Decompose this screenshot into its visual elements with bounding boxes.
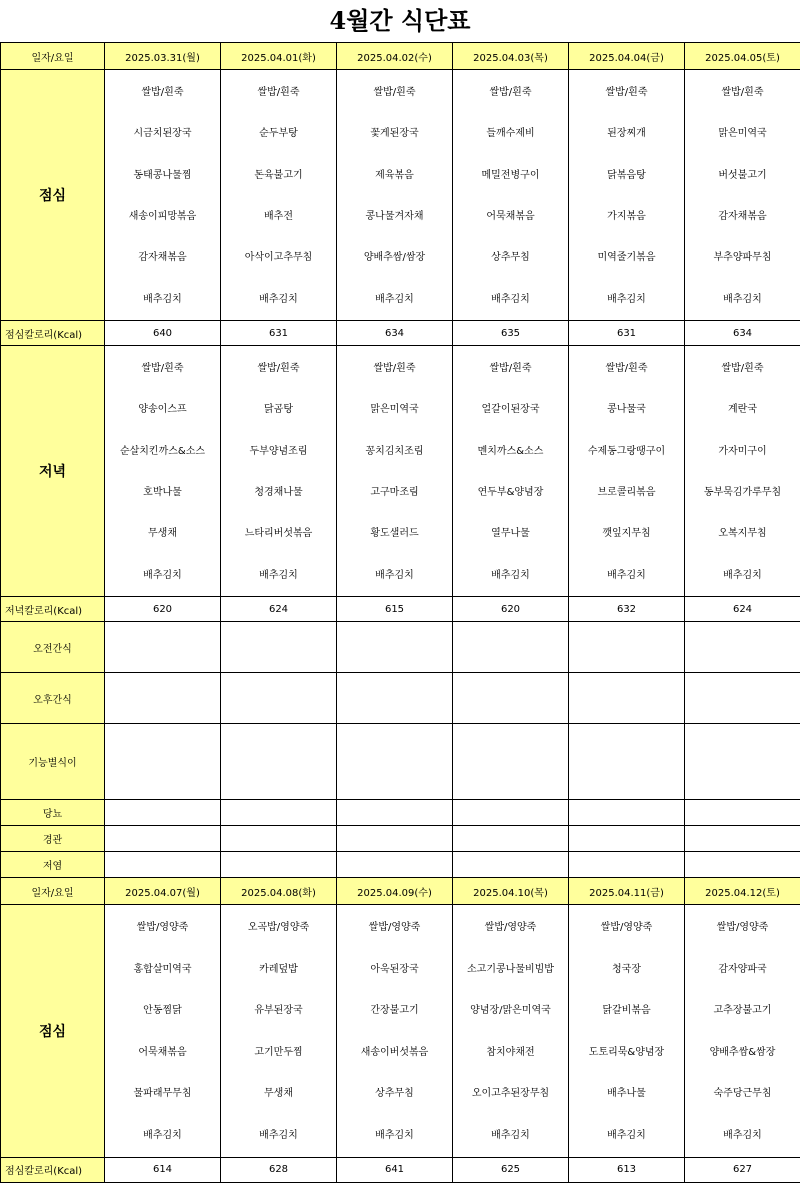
dish-item: 가자미구이 bbox=[685, 431, 800, 472]
dish-list bbox=[453, 70, 568, 320]
dish-item: 간장불고기 bbox=[337, 990, 452, 1032]
lunch-menu-cell bbox=[221, 70, 337, 321]
dish-item: 쌀밥/흰죽 bbox=[105, 348, 220, 389]
diabetes-cell bbox=[105, 800, 221, 826]
dish-item: 배추김치 bbox=[221, 1115, 336, 1157]
lunch-menu-row bbox=[1, 70, 800, 321]
dish-list bbox=[221, 346, 336, 596]
dish-item: 감자양파국 bbox=[685, 949, 800, 991]
dish-item: 배추김치 bbox=[453, 279, 568, 320]
dish-item: 쌀밥/영양죽 bbox=[685, 907, 800, 949]
dish-list bbox=[221, 905, 336, 1157]
date-header-cell: 2025.04.02(수) bbox=[337, 43, 453, 70]
dinner-label: 저녁 bbox=[1, 346, 105, 597]
date-header-cell: 2025.04.09(수) bbox=[337, 878, 453, 905]
dish-item: 배추김치 bbox=[453, 1115, 568, 1157]
dish-item: 감자채볶음 bbox=[685, 196, 800, 237]
functional-meal-row bbox=[1, 724, 800, 800]
diabetes-cell bbox=[453, 800, 569, 826]
dish-item: 배추김치 bbox=[569, 555, 684, 596]
dish-item: 쌀밥/흰죽 bbox=[221, 348, 336, 389]
dinner-calorie-value: 620 bbox=[453, 597, 569, 622]
lunch-calorie-value: 613 bbox=[569, 1157, 685, 1182]
dish-item: 메밀전병구이 bbox=[453, 155, 568, 196]
dish-item: 맑은미역국 bbox=[337, 389, 452, 430]
low-salt-cell bbox=[685, 852, 800, 878]
lunch-calorie-label: 점심칼로리(Kcal) bbox=[1, 1157, 105, 1182]
lunch-menu-cell bbox=[221, 905, 337, 1158]
morning-snack-cell bbox=[105, 622, 221, 673]
date-header-cell: 2025.03.31(월) bbox=[105, 43, 221, 70]
dish-item: 쌀밥/흰죽 bbox=[105, 72, 220, 113]
dish-item: 가지볶음 bbox=[569, 196, 684, 237]
dish-item: 참치야채전 bbox=[453, 1032, 568, 1074]
dish-item: 쌀밥/흰죽 bbox=[685, 72, 800, 113]
dinner-calorie-value: 624 bbox=[221, 597, 337, 622]
dish-item: 동부묵김가루무침 bbox=[685, 472, 800, 513]
dish-item: 쌀밥/영양죽 bbox=[105, 907, 220, 949]
meal-plan-table bbox=[0, 42, 800, 1183]
dish-item: 연두부&양념장 bbox=[453, 472, 568, 513]
date-header-cell: 2025.04.11(금) bbox=[569, 878, 685, 905]
dish-item: 무생채 bbox=[221, 1073, 336, 1115]
dish-item: 아삭이고추무침 bbox=[221, 237, 336, 278]
dish-item: 콩나물겨자채 bbox=[337, 196, 452, 237]
diabetes-cell bbox=[569, 800, 685, 826]
dinner-menu-cell bbox=[221, 346, 337, 597]
dish-item: 돈육불고기 bbox=[221, 155, 336, 196]
lunch-menu-cell bbox=[569, 905, 685, 1158]
dish-item: 오곡밥/영양죽 bbox=[221, 907, 336, 949]
lunch-calorie-value: 628 bbox=[221, 1157, 337, 1182]
lunch-menu-cell bbox=[453, 70, 569, 321]
dish-item: 청경채나물 bbox=[221, 472, 336, 513]
dinner-calorie-value: 615 bbox=[337, 597, 453, 622]
dish-item: 제육볶음 bbox=[337, 155, 452, 196]
lunch-calorie-value: 640 bbox=[105, 321, 221, 346]
dish-item: 배추김치 bbox=[569, 1115, 684, 1157]
dish-item: 미역줄기볶음 bbox=[569, 237, 684, 278]
dish-item: 쌀밥/영양죽 bbox=[453, 907, 568, 949]
lunch-label: 점심 bbox=[1, 70, 105, 321]
dinner-calorie-label: 저녁칼로리(Kcal) bbox=[1, 597, 105, 622]
dish-item: 새송이피망볶음 bbox=[105, 196, 220, 237]
tube-feeding-cell bbox=[569, 826, 685, 852]
dish-list bbox=[337, 905, 452, 1157]
diabetes-label: 당뇨 bbox=[1, 800, 105, 826]
dish-item: 동태콩나물찜 bbox=[105, 155, 220, 196]
tube-feeding-cell bbox=[685, 826, 800, 852]
dish-list bbox=[221, 70, 336, 320]
dish-item: 브로콜리볶음 bbox=[569, 472, 684, 513]
dish-item: 배추김치 bbox=[569, 279, 684, 320]
dinner-calorie-value: 632 bbox=[569, 597, 685, 622]
afternoon-snack-cell bbox=[453, 673, 569, 724]
dish-item: 부추양파무침 bbox=[685, 237, 800, 278]
lunch-calorie-value: 631 bbox=[569, 321, 685, 346]
lunch-menu-cell bbox=[337, 70, 453, 321]
dish-item: 양념장/맑은미역국 bbox=[453, 990, 568, 1032]
dinner-calorie-value: 624 bbox=[685, 597, 800, 622]
morning-snack-cell bbox=[337, 622, 453, 673]
dish-item: 고구마조림 bbox=[337, 472, 452, 513]
date-header-row bbox=[1, 43, 800, 70]
dish-item: 배추김치 bbox=[337, 279, 452, 320]
lunch-menu-cell bbox=[337, 905, 453, 1158]
page-title: 4월간 식단표 bbox=[0, 0, 800, 42]
low-salt-cell bbox=[105, 852, 221, 878]
dish-item: 두부양념조림 bbox=[221, 431, 336, 472]
afternoon-snack-cell bbox=[221, 673, 337, 724]
afternoon-snack-cell bbox=[337, 673, 453, 724]
date-header-cell: 2025.04.05(토) bbox=[685, 43, 800, 70]
low-salt-cell bbox=[569, 852, 685, 878]
dish-item: 맑은미역국 bbox=[685, 113, 800, 154]
dish-item: 얼갈이된장국 bbox=[453, 389, 568, 430]
dinner-menu-cell bbox=[105, 346, 221, 597]
dish-item: 배추김치 bbox=[105, 279, 220, 320]
dish-list bbox=[105, 70, 220, 320]
dish-item: 고기만두찜 bbox=[221, 1032, 336, 1074]
dish-list bbox=[453, 346, 568, 596]
date-header-label: 일자/요일 bbox=[1, 43, 105, 70]
tube-feeding-row bbox=[1, 826, 800, 852]
dish-item: 꽃게된장국 bbox=[337, 113, 452, 154]
dish-list bbox=[105, 346, 220, 596]
morning-snack-cell bbox=[685, 622, 800, 673]
lunch-calorie-value: 614 bbox=[105, 1157, 221, 1182]
dish-item: 호박나물 bbox=[105, 472, 220, 513]
dish-list bbox=[337, 346, 452, 596]
dish-item: 콩나물국 bbox=[569, 389, 684, 430]
lunch-menu-cell bbox=[105, 905, 221, 1158]
low-salt-cell bbox=[453, 852, 569, 878]
functional-meal-cell bbox=[569, 724, 685, 800]
dish-item: 꽁치김치조림 bbox=[337, 431, 452, 472]
dish-item: 배추김치 bbox=[685, 279, 800, 320]
dish-item: 된장찌개 bbox=[569, 113, 684, 154]
dish-item: 순두부탕 bbox=[221, 113, 336, 154]
lunch-calorie-value: 635 bbox=[453, 321, 569, 346]
lunch-label: 점심 bbox=[1, 905, 105, 1158]
dish-item: 양배추쌈&쌈장 bbox=[685, 1032, 800, 1074]
morning-snack-row bbox=[1, 622, 800, 673]
dish-item: 도토리묵&양념장 bbox=[569, 1032, 684, 1074]
dish-list bbox=[685, 346, 800, 596]
dish-item: 홍합살미역국 bbox=[105, 949, 220, 991]
dish-item: 쌀밥/흰죽 bbox=[569, 348, 684, 389]
dish-item: 어묵채볶음 bbox=[105, 1032, 220, 1074]
tube-feeding-cell bbox=[337, 826, 453, 852]
morning-snack-label: 오전간식 bbox=[1, 622, 105, 673]
dish-item: 순살치킨까스&소스 bbox=[105, 431, 220, 472]
lunch-menu-row bbox=[1, 905, 800, 1158]
tube-feeding-cell bbox=[221, 826, 337, 852]
dish-list bbox=[569, 346, 684, 596]
dish-item: 아욱된장국 bbox=[337, 949, 452, 991]
afternoon-snack-row bbox=[1, 673, 800, 724]
lunch-calorie-value: 641 bbox=[337, 1157, 453, 1182]
lunch-calorie-value: 625 bbox=[453, 1157, 569, 1182]
dinner-menu-cell bbox=[569, 346, 685, 597]
dish-item: 깻잎지무침 bbox=[569, 513, 684, 554]
date-header-label: 일자/요일 bbox=[1, 878, 105, 905]
lunch-menu-cell bbox=[453, 905, 569, 1158]
dish-item: 안동찜닭 bbox=[105, 990, 220, 1032]
dinner-calorie-row bbox=[1, 597, 800, 622]
dish-list bbox=[685, 905, 800, 1157]
dish-item: 양배추쌈/쌈장 bbox=[337, 237, 452, 278]
dinner-menu-cell bbox=[453, 346, 569, 597]
lunch-menu-cell bbox=[105, 70, 221, 321]
lunch-calorie-value: 634 bbox=[685, 321, 800, 346]
dish-item: 쌀밥/흰죽 bbox=[337, 348, 452, 389]
date-header-cell: 2025.04.01(화) bbox=[221, 43, 337, 70]
dish-item: 쌀밥/흰죽 bbox=[453, 72, 568, 113]
dinner-calorie-value: 620 bbox=[105, 597, 221, 622]
functional-meal-cell bbox=[685, 724, 800, 800]
low-salt-label: 저염 bbox=[1, 852, 105, 878]
functional-meal-cell bbox=[105, 724, 221, 800]
dish-item: 배추김치 bbox=[337, 555, 452, 596]
dish-item: 쌀밥/흰죽 bbox=[569, 72, 684, 113]
diabetes-row bbox=[1, 800, 800, 826]
lunch-calorie-row bbox=[1, 321, 800, 346]
afternoon-snack-cell bbox=[685, 673, 800, 724]
dish-item: 배추김치 bbox=[337, 1115, 452, 1157]
tube-feeding-label: 경관 bbox=[1, 826, 105, 852]
afternoon-snack-label: 오후간식 bbox=[1, 673, 105, 724]
dish-item: 물파래무무침 bbox=[105, 1073, 220, 1115]
lunch-calorie-value: 631 bbox=[221, 321, 337, 346]
dinner-menu-cell bbox=[337, 346, 453, 597]
dish-item: 들깨수제비 bbox=[453, 113, 568, 154]
lunch-menu-cell bbox=[685, 905, 800, 1158]
dish-item: 카레덮밥 bbox=[221, 949, 336, 991]
lunch-calorie-row bbox=[1, 1157, 800, 1182]
dish-item: 멘치까스&소스 bbox=[453, 431, 568, 472]
dish-item: 무생채 bbox=[105, 513, 220, 554]
dish-list bbox=[105, 905, 220, 1157]
dinner-menu-cell bbox=[685, 346, 800, 597]
date-header-cell: 2025.04.08(화) bbox=[221, 878, 337, 905]
dish-item: 쌀밥/흰죽 bbox=[685, 348, 800, 389]
dish-item: 쌀밥/흰죽 bbox=[337, 72, 452, 113]
date-header-cell: 2025.04.12(토) bbox=[685, 878, 800, 905]
diabetes-cell bbox=[685, 800, 800, 826]
dish-item: 배추나물 bbox=[569, 1073, 684, 1115]
dish-list bbox=[453, 905, 568, 1157]
lunch-menu-cell bbox=[685, 70, 800, 321]
dish-item: 소고기콩나물비빔밥 bbox=[453, 949, 568, 991]
morning-snack-cell bbox=[221, 622, 337, 673]
dish-item: 버섯불고기 bbox=[685, 155, 800, 196]
dish-item: 계란국 bbox=[685, 389, 800, 430]
dinner-menu-row bbox=[1, 346, 800, 597]
lunch-calorie-value: 627 bbox=[685, 1157, 800, 1182]
functional-meal-cell bbox=[337, 724, 453, 800]
dish-item: 배추김치 bbox=[453, 555, 568, 596]
date-header-cell: 2025.04.03(목) bbox=[453, 43, 569, 70]
diabetes-cell bbox=[337, 800, 453, 826]
dish-item: 시금치된장국 bbox=[105, 113, 220, 154]
date-header-cell: 2025.04.10(목) bbox=[453, 878, 569, 905]
low-salt-cell bbox=[337, 852, 453, 878]
dish-item: 황도샐러드 bbox=[337, 513, 452, 554]
dish-item: 양송이스프 bbox=[105, 389, 220, 430]
dish-item: 감자채볶음 bbox=[105, 237, 220, 278]
afternoon-snack-cell bbox=[569, 673, 685, 724]
date-header-row bbox=[1, 878, 800, 905]
dish-item: 고추장불고기 bbox=[685, 990, 800, 1032]
dish-item: 오복지무침 bbox=[685, 513, 800, 554]
lunch-calorie-value: 634 bbox=[337, 321, 453, 346]
dish-list bbox=[337, 70, 452, 320]
tube-feeding-cell bbox=[105, 826, 221, 852]
functional-meal-cell bbox=[453, 724, 569, 800]
dish-item: 상추무침 bbox=[337, 1073, 452, 1115]
lunch-calorie-label: 점심칼로리(Kcal) bbox=[1, 321, 105, 346]
dish-item: 쌀밥/흰죽 bbox=[221, 72, 336, 113]
morning-snack-cell bbox=[569, 622, 685, 673]
afternoon-snack-cell bbox=[105, 673, 221, 724]
dish-item: 쌀밥/영양죽 bbox=[569, 907, 684, 949]
morning-snack-cell bbox=[453, 622, 569, 673]
diabetes-cell bbox=[221, 800, 337, 826]
dish-item: 배추전 bbox=[221, 196, 336, 237]
dish-item: 쌀밥/흰죽 bbox=[453, 348, 568, 389]
dish-item: 배추김치 bbox=[685, 1115, 800, 1157]
dish-item: 청국장 bbox=[569, 949, 684, 991]
functional-meal-label: 기능별식이 bbox=[1, 724, 105, 800]
dish-item: 어묵채볶음 bbox=[453, 196, 568, 237]
dish-item: 배추김치 bbox=[221, 279, 336, 320]
dish-item: 배추김치 bbox=[105, 1115, 220, 1157]
lunch-menu-cell bbox=[569, 70, 685, 321]
date-header-cell: 2025.04.07(월) bbox=[105, 878, 221, 905]
dish-list bbox=[569, 70, 684, 320]
dish-item: 느타리버섯볶음 bbox=[221, 513, 336, 554]
date-header-cell: 2025.04.04(금) bbox=[569, 43, 685, 70]
dish-item: 배추김치 bbox=[105, 555, 220, 596]
dish-item: 닭갈비볶음 bbox=[569, 990, 684, 1032]
dish-item: 닭곰탕 bbox=[221, 389, 336, 430]
functional-meal-cell bbox=[221, 724, 337, 800]
dish-list bbox=[569, 905, 684, 1157]
dish-item: 열무나물 bbox=[453, 513, 568, 554]
dish-item: 오이고추된장무침 bbox=[453, 1073, 568, 1115]
dish-item: 닭볶음탕 bbox=[569, 155, 684, 196]
dish-item: 수제동그랑땡구이 bbox=[569, 431, 684, 472]
dish-item: 배추김치 bbox=[221, 555, 336, 596]
dish-item: 쌀밥/영양죽 bbox=[337, 907, 452, 949]
dish-list bbox=[685, 70, 800, 320]
tube-feeding-cell bbox=[453, 826, 569, 852]
low-salt-row bbox=[1, 852, 800, 878]
dish-item: 숙주당근무침 bbox=[685, 1073, 800, 1115]
low-salt-cell bbox=[221, 852, 337, 878]
dish-item: 새송이버섯볶음 bbox=[337, 1032, 452, 1074]
dish-item: 상추무침 bbox=[453, 237, 568, 278]
dish-item: 배추김치 bbox=[685, 555, 800, 596]
dish-item: 유부된장국 bbox=[221, 990, 336, 1032]
